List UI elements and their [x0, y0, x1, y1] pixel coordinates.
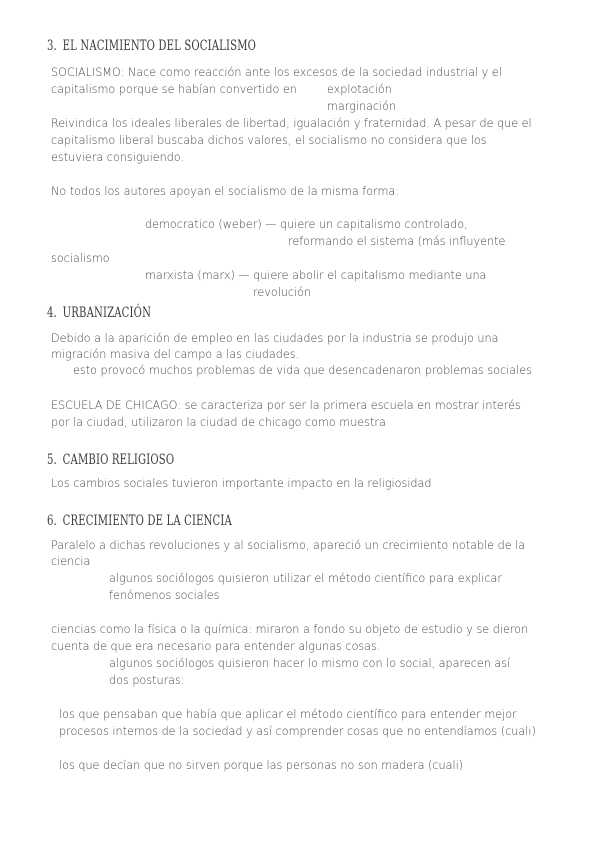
section-number: 6.	[47, 513, 57, 529]
text-line: ciencias como la física o la química: miraron a fondo su objeto de estudio y se dieron	[51, 623, 529, 636]
text-line: revolución	[253, 286, 312, 299]
section-number: 5.	[47, 452, 57, 468]
text-line: Reivindica los ideales liberales de libertad, igualación y fraternidad. A pesar de que el	[51, 117, 532, 130]
section-heading	[47, 38, 256, 54]
section-heading	[47, 305, 151, 321]
section-number: 3.	[47, 38, 57, 54]
section-heading	[47, 452, 174, 468]
text-line: ESCUELA DE CHICAGO: se caracteriza por ser la primera escuela en mostrar interés	[51, 399, 521, 412]
text-line: ciencia	[51, 555, 91, 568]
text-line: migración masiva del campo a las ciudades.	[51, 348, 300, 361]
section-heading	[47, 513, 232, 529]
text-line: marginación	[327, 100, 397, 113]
text-line: esto provocó muchos problemas de vida que desencadenaron problemas sociales	[73, 364, 532, 377]
text-line: Debido a la aparición de empleo en las ciudades por la industria se produjo una	[51, 332, 499, 345]
text-line: algunos sociólogos quisieron hacer lo mismo con lo social, aparecen así	[109, 657, 511, 670]
text-line: marxista (marx) — quiere abolir el capitalismo mediante una	[145, 269, 487, 282]
text-line: estuviera consiguiendo.	[51, 151, 185, 164]
section-title: CRECIMIENTO DE LA CIENCIA	[62, 513, 232, 529]
text-line: explotación	[327, 83, 392, 96]
text-line: No todos los autores apoyan el socialismo de la misma forma:	[51, 185, 399, 198]
text-line: democratico (weber) — quiere un capitalismo controlado,	[145, 218, 468, 231]
text-line: socialismo	[51, 252, 110, 265]
section-title: CAMBIO RELIGIOSO	[62, 452, 175, 468]
text-line: los que pensaban que había que aplicar el método científico para entender mejor	[59, 708, 517, 721]
text-line: capitalismo porque se habían convertido en	[51, 83, 297, 96]
text-line: Paralelo a dichas revoluciones y al socialismo, apareció un crecimiento notable de la	[51, 539, 526, 552]
text-line: Los cambios sociales tuvieron importante impacto en la religiosidad	[51, 477, 432, 490]
text-line: por la ciudad, utilizaron la ciudad de chicago como muestra	[51, 416, 386, 429]
text-line: dos posturas:	[109, 674, 185, 687]
text-line: reformando el sistema (más influyente	[288, 235, 506, 248]
section-title: URBANIZACIÓN	[62, 305, 152, 321]
text-line: SOCIALISMO: Nace como reacción ante los excesos de la sociedad industrial y el	[51, 66, 502, 79]
text-line: algunos sociólogos quisieron utilizar el método científico para explicar	[109, 572, 502, 585]
text-line: procesos internos de la sociedad y así comprender cosas que no entendíamos (cuali)	[59, 725, 536, 738]
section-number: 4.	[47, 305, 57, 321]
section-title: EL NACIMIENTO DEL SOCIALISMO	[62, 38, 257, 54]
text-line: cuenta de que era necesario para entender algunas cosas.	[51, 640, 381, 653]
text-line: fenómenos sociales	[109, 589, 220, 602]
text-line: capitalismo liberal buscaba dichos valores, el socialismo no considera que los	[51, 134, 487, 147]
text-line: los que decían que no sirven porque las personas no son madera (cuali)	[59, 759, 464, 772]
